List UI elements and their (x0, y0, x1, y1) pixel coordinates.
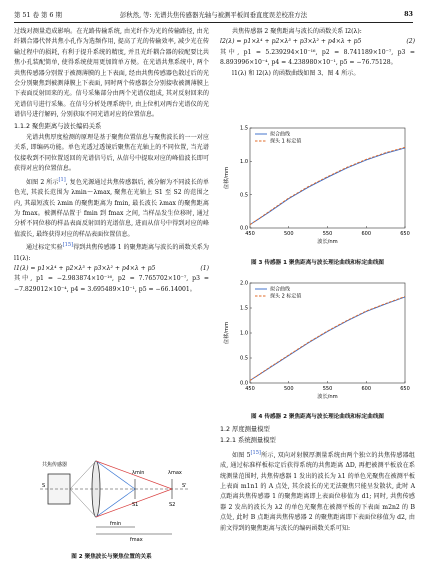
legend-label: 探头 1 标定值 (270, 138, 302, 145)
x-tick-label: 550 (322, 231, 333, 237)
y-tick-label: 1.5 (240, 125, 248, 132)
x-tick-label: 550 (322, 386, 333, 392)
equation-1: l1(λ) = p1×λ⁴ + p2×λ³ + p3×λ² + p4×λ + p5 (1) (14, 265, 209, 272)
right-column-top (220, 27, 415, 79)
fig2-label: fmin (110, 521, 122, 527)
ray-lambda-min (96, 461, 135, 489)
y-tick-label: 1.5 (240, 305, 248, 312)
figure-2-caption: 图 2 聚焦波长与聚焦位置的关系 (71, 554, 152, 560)
y-axis-label: 位移/mm (224, 321, 230, 345)
section-heading: 1.1.2 聚焦距离与波长编码关系 (14, 122, 102, 130)
section-heading: 1.2 厚度测量模型 (220, 426, 270, 433)
paragraph: 共焦传感器 2 聚焦距离与波长的函数关系 l2(λ): (232, 28, 362, 35)
series-line-2 (250, 147, 405, 224)
x-axis-label: 波长/nm (317, 239, 338, 245)
equation-2: l2(λ) = p1×λ⁴ + p2×λ³ + p3×λ² + p4×λ + p5 (2) (220, 38, 415, 46)
header-rule (14, 22, 413, 23)
x-axis-label: 波长/nm (317, 394, 338, 400)
y-tick-label: 0.0 (240, 380, 248, 387)
x-tick-label: 650 (400, 231, 410, 237)
figure-3-chart (220, 120, 415, 259)
x-tick-label: 600 (361, 231, 372, 237)
y-tick-label: 0.5 (240, 355, 248, 362)
figure-2-diagram (40, 444, 190, 549)
citation-link[interactable]: [1] (58, 176, 66, 183)
equation-coefficients: 其中, p1 = −2.983874×10⁻¹⁶, p2 = 7.765702×10⁻⁷, p3 = −7.829012×10⁻⁴, p4 = 3.695489×10⁻¹, p5 = −66.14001。 (14, 275, 209, 293)
x-tick-label: 450 (245, 231, 255, 237)
subsection-heading: 1.2.1 系统测量模型 (220, 437, 276, 445)
x-tick-label: 500 (283, 386, 294, 392)
y-tick-label: 2.0 (240, 280, 248, 287)
fig2-label: S (42, 483, 46, 489)
paragraph: l1(λ) 和 l2(λ) 的函数曲线如图 3、图 4 所示。 (232, 69, 360, 77)
x-tick-label: 450 (245, 386, 255, 392)
figure-4-caption: 图 4 传感器 2 聚焦距离与波长理论曲线和标定曲线图 (250, 414, 385, 420)
fig2-label: fmax (130, 537, 143, 543)
fig2-label: λmax (168, 470, 182, 476)
citation-link[interactable]: [15] (250, 449, 261, 456)
paragraph: 过线对测量造成影响。在光路传输系统, 由光纤作为光的传输路径, 由光纤耦合器代替共焦小孔作为选频作用, 提高了光的传输效率, 减少光在传输过程中的损耗, 有利于提升系统的精度, 并且光纤耦合器的较配要比共焦小孔装配简单, 使得系统使用更加简单方便。在光谱共焦系统中, 两个共焦传感器分别置于被测薄膜的上下表面, 经由共焦传感器色散过后的光会分别聚焦到被测薄膜上下表面, 同时两个传感器会分别接收被测薄膜上下表面反射回来的光。信号采集部分由两个光谱仪组成, 其对反射回来的光谱信号进行采集。在信号分析处理系统中, 由上位机对两台光谱仪的光谱信号进行解码, 分别获取不同光谱对应的位置信息。 (14, 28, 209, 119)
running-header (14, 10, 413, 22)
paragraph: 通过标定实验[15]得到共焦传感器 1 的聚焦距离与波长的函数关系为 l1(λ): (14, 242, 209, 262)
x-tick-label: 500 (283, 231, 294, 237)
series-line-2 (250, 297, 405, 381)
legend-label: 探头 2 标定值 (270, 293, 302, 300)
x-tick-label: 650 (400, 386, 410, 392)
equation-coefficients: 其中, p1 = 5.239294×10⁻¹⁶, p2 = 8.741189×10⁻⁷, p3 = 8.893996×10⁻⁴, p4 = 4.238980×10⁻¹, p5 = −76.75128。 (220, 48, 415, 67)
fig2-label: S' (182, 483, 187, 489)
citation-link[interactable]: [15] (62, 242, 74, 249)
legend-label: 拟合曲线 (270, 131, 291, 138)
series-line-1 (250, 148, 405, 225)
legend-label: 拟合曲线 (270, 286, 291, 293)
fig2-label: S1 (132, 502, 139, 508)
y-tick-label: 0.0 (240, 225, 248, 232)
fig2-label: λmin (132, 470, 145, 476)
figure-4-chart (220, 275, 415, 414)
left-column (14, 27, 209, 295)
y-tick-label: 1.0 (240, 330, 248, 337)
article-running-title: 彭秋然, 等: 光谱共焦传感器光轴与被测平板间垂直度误差校准方法 (119, 11, 308, 19)
fig2-label: 共焦传感器 (42, 462, 68, 468)
y-axis-label: 位移/mm (224, 166, 230, 190)
series-line-1 (250, 297, 405, 381)
paragraph: 光谱共焦厚度检测的原理是基于聚焦位置信息与聚焦波长的一一对应关系, 即编码功能。单色光透过透镜后聚焦在光轴上的不同位置, 当光谱仪接收到不同位置返回的光谱信号后, 从信号中提取对应的峰值波长即可获得对应的位置信息。 (14, 134, 209, 173)
figure-3-caption: 图 3 传感器 1 聚焦距离与波长理论曲线和标定曲线图 (250, 260, 385, 266)
fig2-label: S2 (169, 502, 176, 508)
page-number: 83 (404, 10, 413, 18)
journal-volume: 第 51 卷 第 6 期 (14, 11, 62, 19)
y-tick-label: 1.0 (240, 159, 248, 166)
paragraph: 如图 2 所示[1], 复色光源通过共焦传感器后, 被分解为不同波长的单色光, 其波长范围为 λmin～λmax, 聚焦在光轴上 S1 至 S2 的范围之内, 其最短波长 λmin 的聚焦距离为 fmin, 最长波长 λmax 的聚焦距离为 fmax。被测样品置于 fmin 到 fmax 之间, 当样品发生位移时, 通过分析不同位移的样品表面反射回的光谱信息, 进而从信号中得到对应的峰值波长, 最终获得对应的样品表面位置信息。 (14, 176, 209, 238)
y-tick-label: 0.5 (240, 192, 248, 199)
right-column-bottom (220, 424, 415, 534)
x-tick-label: 600 (361, 386, 372, 392)
paragraph: 如图 5[15]所示, 双向对射膜厚测量系统由两个独立的共焦传感器组成, 通过标准样板标定后获得系统的共焦距离 ΔD, 再把被测平板放在系统测量范围时, 共焦传感器 1 发出的波长为 λ1 的单色光聚焦在被测平板上表面 m1n1 的 A 点处, 其余波长的光无法聚焦只能呈发散状, 此时 A 点距离共焦传感器 1 的聚焦距离即上表面位移值为 d1; 同时, 共焦传感器 2 发出的波长为 λ2 的单色光聚焦在被测平板的下表面 m2n2 的 B 点处, 此时 B 点距离共焦传感器 2 的聚焦距离即下表面位移值为 d2, 由前文得到的聚焦距离与波长的编码函数关系可知: (220, 449, 415, 532)
